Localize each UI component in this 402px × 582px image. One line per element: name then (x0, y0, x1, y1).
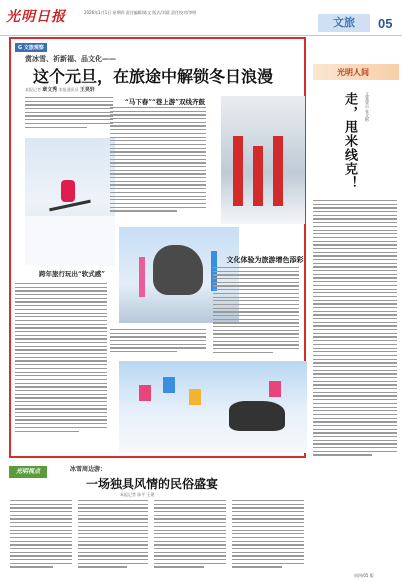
lower-body-col-4 (232, 500, 304, 570)
right-column-banner (313, 64, 399, 80)
body-text-left (15, 283, 107, 434)
footer-page-label: 周四/05 版 (354, 573, 374, 578)
lower-headline[interactable]: 一场独具风情的民俗盛宴 (86, 477, 219, 491)
page-number: 05 (378, 16, 393, 31)
right-column-banner-text: 光明人间 (337, 67, 369, 77)
byline-mid: 本报通讯员 (58, 87, 79, 92)
right-column-title[interactable]: 走，甩米线克！ (342, 92, 357, 190)
featured-article-frame[interactable] (9, 37, 306, 458)
byline-author-2: 王昊轩 (79, 87, 95, 93)
right-column-body (313, 200, 397, 458)
lower-byline: 本报记者 陈平 王建 (120, 492, 155, 497)
lead-paragraph (25, 97, 113, 130)
lower-body-col-3 (154, 500, 226, 570)
body-text-right (213, 267, 299, 356)
body-text-mid (110, 107, 206, 214)
lower-body-col-1 (10, 500, 72, 570)
section-tab: 文旅 (318, 14, 370, 32)
body-text-mid-2 (110, 329, 206, 355)
right-column-subtitle: 文笔要点 张文彬 (365, 92, 370, 122)
skiing-photo (25, 138, 115, 266)
lower-kicker: 冰雪周边游： (70, 466, 107, 473)
lower-body-col-2 (78, 500, 148, 570)
article-headline[interactable]: 这个元旦，在旅途中解锁冬日浪漫 (33, 67, 274, 86)
subhead-1: “马下春”“巷上游”双线齐鼓 (125, 98, 205, 106)
dateline: 2026年1月1日 星期四 责任编辑/陈文 版式/刘晨 责任校对/李明 (84, 10, 197, 15)
winter-horse-parade-photo (119, 361, 307, 453)
byline-author: 章文秀 (42, 87, 58, 93)
lower-section-tag: 光明视点 (9, 466, 47, 478)
masthead (0, 0, 402, 36)
article-byline (25, 86, 95, 93)
article-kicker: 赏冰雪、祈新福、品文化—— (25, 55, 116, 63)
newspaper-logo: 光明日报 (6, 9, 66, 25)
byline-prefix: 本报记者 (25, 87, 41, 92)
column-tag: G 文旅观察 (15, 43, 47, 52)
lantern-festival-photo (221, 96, 305, 224)
photo-caption-skiing: 跨年旅行玩出“软式感” (39, 270, 105, 278)
subhead-2: 文化体验为旅游增色添彩 (226, 255, 304, 264)
